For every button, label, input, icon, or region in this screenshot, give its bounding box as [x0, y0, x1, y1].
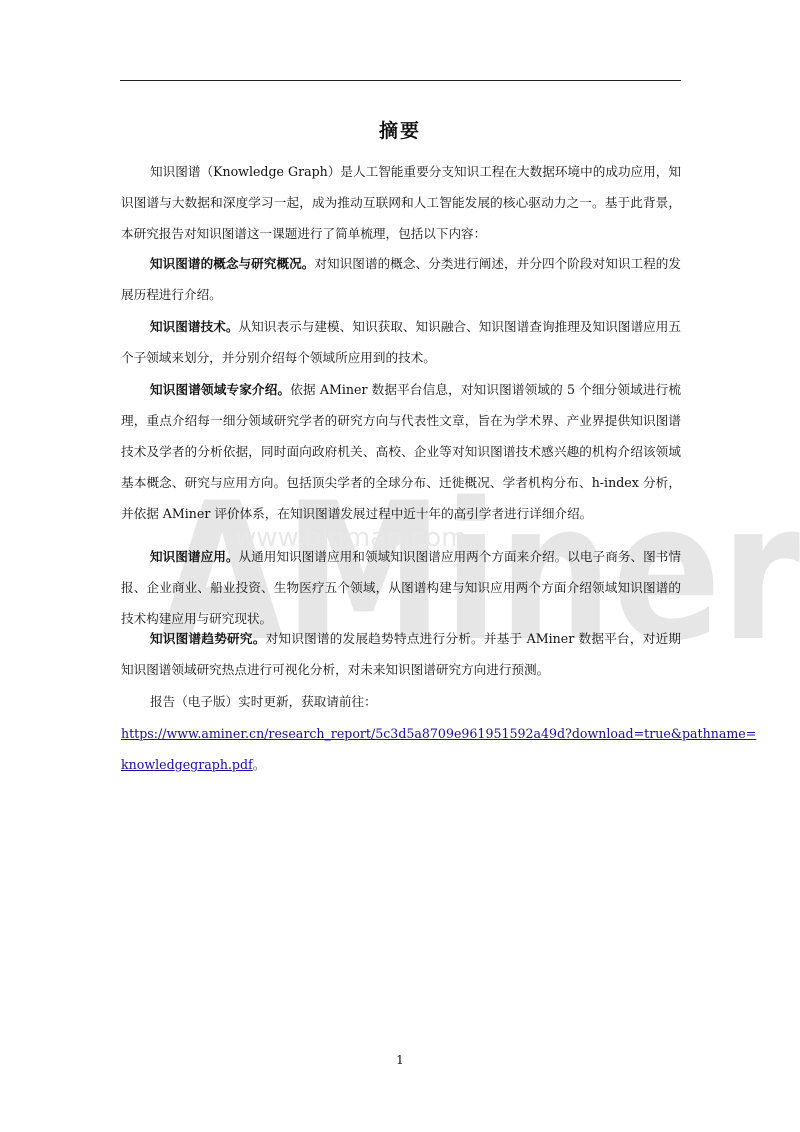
link-suffix: 。 [252, 757, 266, 772]
watermark-subtext: www.bigmap.com [235, 523, 467, 553]
report-link-part-1[interactable]: https://www.aminer.cn/research_report/5c3d5a8709e961951592a49d?download=true&pathname= [121, 726, 757, 741]
section-trends-heading: 知识图谱趋势研究。 [150, 631, 266, 646]
section-concept-heading: 知识图谱的概念与研究概况。 [150, 256, 315, 271]
section-applications-heading: 知识图谱应用。 [150, 549, 239, 564]
section-concept [121, 248, 681, 310]
page-number: 1 [396, 1053, 404, 1067]
header-rule [120, 80, 681, 81]
section-experts [121, 374, 681, 529]
watermark-text: AMiner [160, 488, 800, 658]
report-note: 报告（电子版）实时更新，获取请前往： [150, 694, 377, 709]
report-link-line-1 [121, 718, 757, 749]
intro-paragraph: 知识图谱（Knowledge Graph）是人工智能重要分支知识工程在大数据环境中的成功应用，知识图谱与大数据和深度学习一起，成为推动互联网和人工智能发展的核心驱动力之一。基于此背景，本研究报告对知识图谱这一课题进行了简单梳理，包括以下内容： [121, 164, 681, 241]
section-experts-text: 依据 AMiner 数据平台信息，对知识图谱领域的 5 个细分领域进行梳理，重点介绍每一细分领域研究学者的研究方向与代表性文章，旨在为学术界、产业界提供知识图谱技术及学者的分析依据，同时面向政府机关、高校、企业等对知识图谱技术感兴趣的机构介绍该领域基本概念、研究与应用方向。包括顶尖学者的全球分布、迁徙概况、学者机构分布、h-index 分析，并依据 AMiner 评价体系，在知识图谱发展过程中近十年的高引学者进行详细介绍。 [121, 382, 682, 521]
section-technology [121, 311, 681, 373]
section-concept-text: 对知识图谱的概念、分类进行阐述，并分四个阶段对知识工程的发展历程进行介绍。 [121, 256, 682, 302]
section-experts-heading: 知识图谱领域专家介绍。 [150, 382, 291, 397]
section-trends-text: 对知识图谱的发展趋势特点进行分析。并基于 AMiner 数据平台，对近期知识图谱领域研究热点进行可视化分析，对未来知识图谱研究方向进行预测。 [121, 631, 682, 677]
report-link-part-2[interactable]: knowledgegraph.pdf [121, 757, 253, 772]
section-applications [121, 541, 681, 634]
report-link-line-2 [121, 749, 681, 780]
section-technology-text: 从知识表示与建模、知识获取、知识融合、知识图谱查询推理及知识图谱应用五个子领域来划分，并分别介绍每个领域所应用到的技术。 [121, 319, 682, 365]
page-title: 摘要 [378, 120, 421, 142]
section-applications-text: 从通用知识图谱应用和领域知识图谱应用两个方面来介绍。以电子商务、图书情报、企业商业、船业投资、生物医疗五个领域，从图谱构建与知识应用两个方面介绍领域知识图谱的技术构建应用与研究现状。 [121, 549, 682, 626]
section-trends [121, 623, 681, 685]
section-technology-heading: 知识图谱技术。 [150, 319, 239, 334]
